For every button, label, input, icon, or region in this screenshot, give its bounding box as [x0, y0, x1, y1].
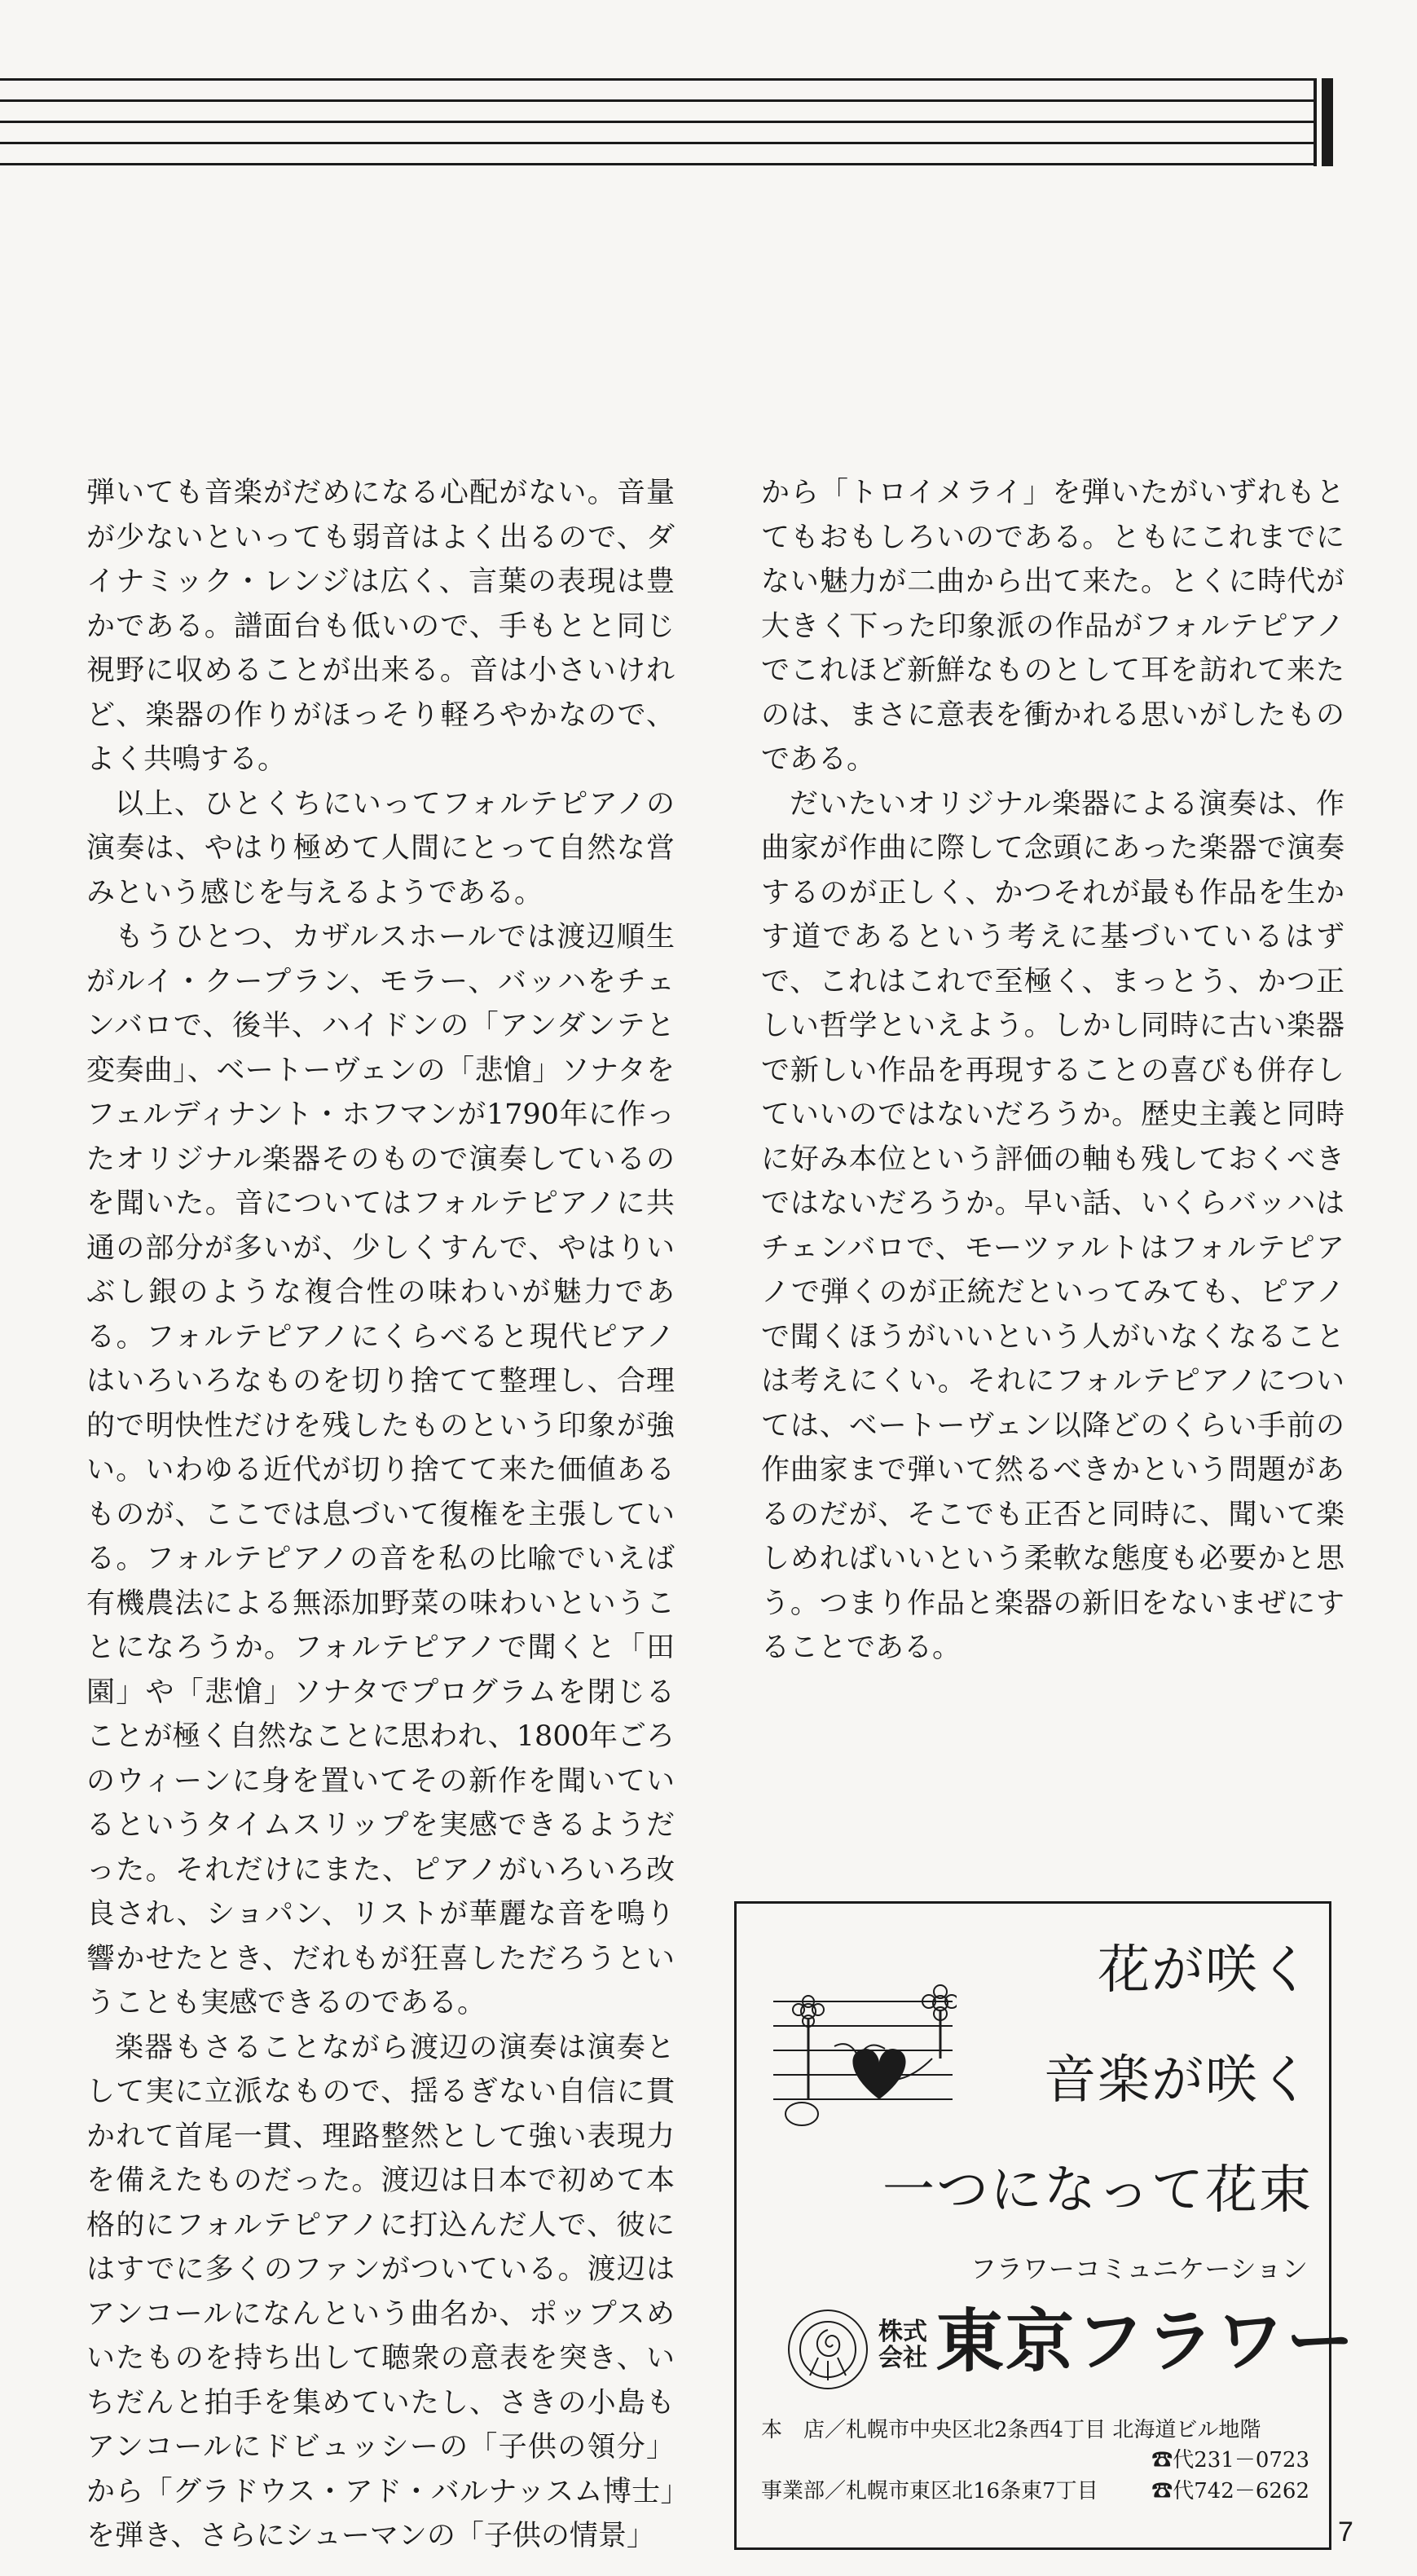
staff-line — [0, 78, 1314, 81]
flower-music-illustration — [769, 1969, 957, 2140]
music-staff-header — [0, 78, 1314, 166]
paragraph: もうひとつ、カザルスホールでは渡辺順生がルイ・クープラン、モラー、バッハをチェンバロで、後半、ハイドンの「アンダンテと変奏曲」、ベートーヴェンの「悲愴」ソナタをフェルディナント・ホフマンが1790年に作ったオリジナル楽器そのもので演奏しているのを聞いた。音についてはフォルテピアノに共通の部分が多いが、少しくすんで、やはりいぶし銀のような複合性の味わいが魅力である。フォルテピアノにくらべると現代ピアノはいろいろなものを切り捨てて整理し、合理的で明快性だけを残したものという印象が強い。いわゆる近代が切り捨てて来た価値あるものが、ここでは息づいて復権を主張している。フォルテピアノの音を私の比喩でいえば有機農法による無添加野菜の味わいということになろうか。フォルテピアノで聞くと「田園」や「悲愴」ソナタでプログラムを閉じることが極く自然なことに思われ、1800年ごろのウィーンに身を置いてその新作を聞いているというタイムスリップを実感できるようだった。それだけにまた、ピアノがいろいろ改良され、ショパン、リストが華麗な音を鳴り響かせたとき、だれもが狂喜しただろうということも実感できるのである。 — [86, 921, 675, 2019]
head-office-tel: ☎代231－0723 — [1151, 2448, 1309, 2473]
staff-barline — [1314, 78, 1317, 166]
business-dept-address: 事業部／札幌市東区北16条東7丁目 — [761, 2479, 1098, 2503]
head-office-address: 本 店／札幌市中央区北2条西4丁目 北海道ビル地階 — [761, 2418, 1261, 2442]
company-name: 東京フラワー — [935, 2301, 1357, 2381]
staff-final-barline — [1322, 78, 1333, 166]
business-dept-tel: ☎代742－6262 — [1151, 2479, 1309, 2503]
paragraph: から「トロイメライ」を弾いたがいずれもとてもおもしろいのである。ともにこれまでにない魅力が二曲から出て来た。とくに時代が大きく下った印象派の作品がフォルテピアノでこれほど新鮮なものとして耳を訪れて来たのは、まさに意表を衝かれる思いがしたものである。 — [761, 477, 1344, 776]
right-column — [761, 471, 1344, 1671]
staff-line — [0, 121, 1314, 123]
company-rose-logo — [786, 2307, 870, 2392]
tagline: 一つになって花束 — [882, 2160, 1313, 2221]
staff-line — [0, 99, 1314, 102]
paragraph: 楽器もさることながら渡辺の演奏は演奏として実に立派なもので、揺るぎない自信に貫かれて首尾一貫、理路整然として強い表現力を備えたものだった。渡辺は日本で初めて本格的にフォルテピアノに打込んだ人で、彼にはすでに多くのファンがついている。渡辺はアンコールになんという曲名か、ポップスめいたものを持ち出して聴衆の意表を突き、いちだんと拍手を集めていたし、さきの小島もアンコールにドビュッシーの「子供の領分」から「グラドウス・アド・バルナッスム博士」を弾き、さらにシューマンの「子供の情景」 — [86, 2031, 675, 2552]
paragraph: だいたいオリジナル楽器による演奏は、作曲家が作曲に際して念頭にあった楽器で演奏するのが正しく、かつそれが最も作品を生かす道であるという考えに基づいているはずで、これはこれで至極く、まっとう、かつ正しい哲学といえよう。しかし同時に古い楽器で新しい作品を再現することの喜びも併存していいのではないだろうか。歴史主義と同時に好み本位という評価の軸も残しておくべきではないだろうか。早い話、いくらバッハはチェンバロで、モーツァルトはフォルテピアノで弾くのが正統だといってみても、ピアノで聞くほうがいいという人がいなくなることは考えにくい。それにフォルテピアノについては、ベートーヴェン以降どのくらい手前の作曲家まで弾いて然るべきかという問題があるのだが、そこでも正否と同時に、聞いて楽しめればいいという柔軟な態度も必要かと思う。つまり作品と楽器の新旧をないまぜにすることである。 — [761, 787, 1344, 1664]
ad-subtitle: フラワーコミュニケーション — [970, 2253, 1308, 2284]
left-column — [86, 471, 675, 2559]
tagline: 音楽が咲く — [1044, 2050, 1313, 2111]
staff-line — [0, 142, 1314, 144]
staff-line — [0, 163, 1314, 165]
page-number: 7 — [1338, 2517, 1353, 2547]
tagline: 花が咲く — [1098, 1940, 1313, 2001]
paragraph: 以上、ひとくちにいってフォルテピアノの演奏は、やはり極めて人間にとって自然な営みという感じを与えるようである。 — [86, 787, 675, 909]
advertisement-box — [734, 1901, 1357, 2550]
company-type: 株式会社 — [878, 2318, 927, 2372]
paragraph: 弾いても音楽がだめになる心配がない。音量が少ないといっても弱音はよく出るので、ダイナミック・レンジは広く、言葉の表現は豊かである。譜面台も低いので、手もとと同じ視野に収めることが出来る。音は小さいけれど、楽器の作りがほっそり軽ろやかなので、よく共鳴する。 — [86, 477, 675, 776]
